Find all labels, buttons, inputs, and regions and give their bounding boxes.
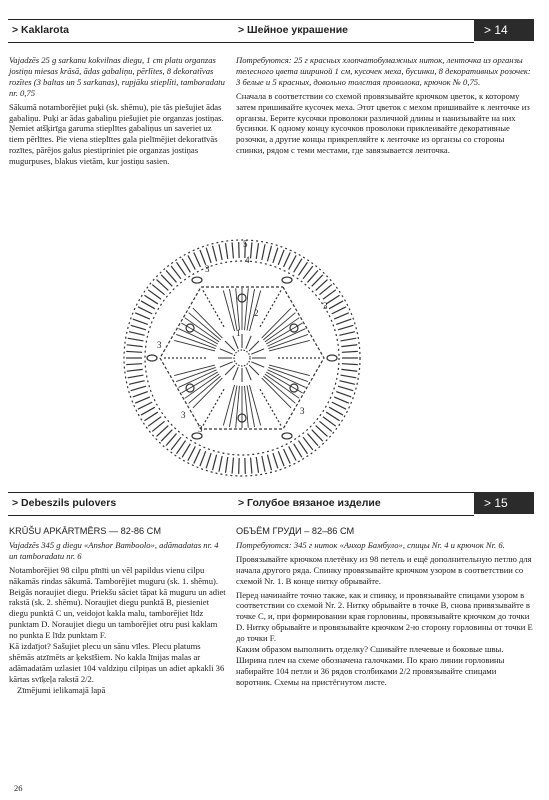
sheinoe-materials: Потребуются: 25 г красных хлопчатобумажных ниток, ленточка из органзы телесного цвета шириной 1 см, кусочек меха, бусинки, 8 декоративных розочек: 3 белые и 5 красных, довольно толстая проволока, крючок № 0,75.: [236, 55, 531, 87]
stitch-outer: [138, 402, 152, 409]
stitch-outer: [312, 275, 323, 286]
stitch-petal: [263, 313, 295, 340]
stitch-outer: [135, 397, 150, 403]
stitch-outer: [177, 441, 186, 454]
stitch-outer: [339, 381, 355, 385]
stitch-outer: [144, 412, 157, 421]
stitch-outer: [332, 402, 346, 409]
kaklarota-materials: Vajadzēs 25 g sarkanu kokvilnas diegu, 1 cm platu organzas jostiņu miesas krāsā, ādas gabaliņu, pērlītes, 8 dekoratīvas rozītes (3 baltas un 5 sarkanas), rupjāku stieplīti, tamboradatu nr. 0,75: [9, 55, 225, 98]
stitch-petal: [267, 370, 305, 388]
stitch-outer: [341, 369, 357, 371]
stitch-outer: [267, 246, 271, 261]
stitch-center: [220, 349, 233, 354]
stitch-petal: [269, 340, 310, 351]
ring-outer: [124, 240, 360, 476]
stitch-petal: [249, 385, 260, 425]
stitch-outer: [289, 446, 296, 460]
stitch-outer: [135, 313, 150, 319]
stitch-petal: [189, 313, 221, 340]
stitch-outer: [200, 451, 206, 466]
stitch-outer: [144, 295, 157, 304]
header-debeszils: > Debeszils pulovers: [8, 492, 234, 516]
round-label: 3: [300, 406, 305, 416]
stitch-petal: [247, 386, 255, 427]
stitch-outer: [148, 290, 161, 299]
stitch-outer: [129, 381, 145, 385]
stitch-outer: [326, 295, 339, 304]
page-number: 26: [14, 783, 23, 793]
stitch-petal: [247, 289, 255, 330]
stitch-outer: [334, 397, 349, 403]
stitch-outer: [303, 266, 313, 279]
section-number-14: > 14: [474, 19, 534, 41]
picot: [282, 277, 292, 283]
stitch-petal: [267, 329, 305, 347]
stitch-outer: [289, 255, 296, 269]
stitch-petal: [266, 323, 302, 344]
round-label: 3: [205, 264, 210, 274]
stitch-outer: [319, 421, 331, 431]
chain-spoke: [260, 389, 282, 427]
stitch-petal: [193, 308, 222, 338]
stitch-outer: [206, 453, 211, 468]
stitch-outer: [188, 255, 195, 269]
petal-loop: [290, 384, 298, 392]
stitch-outer: [262, 244, 265, 260]
stitch-petal: [178, 329, 216, 347]
petal-loop: [290, 324, 298, 332]
stitch-outer: [148, 417, 161, 426]
round-label: 5: [243, 239, 248, 249]
stitch-outer: [332, 307, 346, 314]
stitch-center: [225, 341, 235, 351]
stitch-outer: [182, 259, 190, 273]
chain-spoke: [202, 289, 224, 327]
stitch-petal: [176, 334, 216, 348]
stitch-outer: [334, 313, 349, 319]
stitch-outer: [177, 262, 186, 275]
stitch-outer: [133, 392, 148, 397]
round-label: 3: [181, 410, 186, 420]
stitch-outer: [141, 301, 155, 309]
stitch-outer: [138, 307, 152, 314]
stitch-outer: [319, 285, 331, 295]
stitch-petal: [189, 376, 221, 403]
stitch-center: [233, 367, 238, 380]
round-label: 3: [198, 424, 203, 434]
stitch-outer: [251, 242, 252, 258]
hexagon-round: [160, 287, 324, 429]
stitch-outer: [316, 280, 328, 291]
petal-loop: [186, 384, 194, 392]
stitch-outer: [251, 458, 252, 474]
debeszils-column: [9, 526, 227, 696]
stitch-outer: [303, 437, 313, 450]
stitch-center: [220, 362, 233, 367]
header-sheinoe: > Шейное украшение: [234, 19, 474, 43]
stitch-outer: [161, 430, 172, 441]
stitch-petal: [185, 318, 219, 342]
stitch-outer: [166, 270, 176, 282]
stitch-outer: [232, 242, 233, 258]
stitch-petal: [265, 374, 299, 398]
stitch-petal: [262, 308, 291, 338]
stitch-outer: [294, 444, 302, 458]
stitch-outer: [171, 437, 181, 450]
stitch-outer: [298, 262, 307, 275]
round-label: 4: [245, 255, 250, 265]
stitch-center: [225, 365, 235, 375]
stitch-petal: [269, 365, 310, 376]
ring-chain: [145, 261, 339, 455]
stitch-outer: [329, 301, 343, 309]
stitch-petal: [181, 323, 217, 344]
stitch-center: [251, 349, 264, 354]
petal-loop: [186, 324, 194, 332]
goluboe-column: [236, 526, 534, 688]
stitch-petal: [223, 291, 234, 331]
stitch-outer: [323, 417, 336, 426]
stitch-petal: [245, 386, 249, 428]
stitch-outer: [161, 275, 172, 286]
debeszils-drawings-note: Zīmējumi ielikamajā lapā: [17, 684, 106, 695]
stitch-outer: [312, 430, 323, 441]
stitch-outer: [171, 266, 181, 279]
stitch-outer: [284, 449, 291, 464]
stitch-outer: [127, 345, 143, 347]
round-label: 3: [323, 301, 328, 311]
stitch-outer: [200, 250, 206, 265]
stitch-outer: [256, 243, 258, 259]
stitch-center: [246, 336, 251, 349]
stitch-petal: [268, 334, 308, 348]
picot: [192, 433, 202, 439]
stitch-petal: [185, 374, 219, 398]
stitch-outer: [307, 434, 317, 446]
stitch-outer: [307, 270, 317, 282]
stitch-outer: [341, 338, 357, 341]
stitch-outer: [129, 332, 145, 336]
stitch-outer: [182, 444, 190, 458]
stitch-outer: [157, 426, 169, 437]
header-goluboe: > Голубое вязаное изделие: [234, 492, 474, 516]
stitch-center: [233, 336, 238, 349]
kaklarota-column: [9, 55, 227, 170]
stitch-outer: [256, 457, 258, 473]
stitch-outer: [323, 290, 336, 299]
goluboe-instructions: Провязывайте крючком плетёнку из 98 петель и ещё дополнительную петлю для начала другого ряда. Спинку провязывайте крючком узором в соответствии со схемой Nr. 1. В конце нитку обрывайте.: [236, 553, 532, 586]
petal-loop: [238, 414, 246, 422]
stitch-outer: [267, 455, 271, 470]
stitch-outer: [273, 453, 278, 468]
stitch-outer: [336, 392, 351, 397]
stitch-petal: [193, 378, 222, 408]
stitch-outer: [131, 386, 146, 391]
stitch-outer: [342, 351, 358, 352]
stitch-outer: [278, 250, 284, 265]
debeszils-finishing: Kā izdaījot? Sašujiet plecu un sānu vīles. Plecu platums shēmās atzīmēts ar ķeksīšiem. No kakla līnijas malas ar adāmadatām uzlasiet 104 valdziņu cilpiņas un adiet apkakli 36 kārtas svīķeļa rakstā 2/2.: [9, 641, 225, 684]
stitch-outer: [342, 364, 358, 365]
stitch-outer: [338, 386, 353, 391]
stitch-outer: [213, 455, 217, 470]
stitch-outer: [219, 244, 222, 260]
stitch-outer: [166, 434, 176, 446]
picot: [192, 277, 202, 283]
stitch-outer: [126, 364, 142, 365]
stitch-outer: [341, 345, 357, 347]
round-label: 1: [236, 328, 241, 338]
stitch-center: [251, 362, 264, 367]
stitch-petal: [263, 376, 295, 403]
stitch-outer: [152, 421, 164, 431]
stitch-petal: [249, 291, 260, 331]
stitch-petal: [181, 372, 217, 393]
stitch-petal: [174, 365, 215, 376]
ring-center: [234, 350, 250, 366]
stitch-petal: [236, 288, 240, 330]
stitch-outer: [326, 412, 339, 421]
stitch-outer: [338, 325, 353, 330]
stitch-petal: [245, 288, 249, 330]
stitch-petal: [229, 386, 237, 427]
stitch-outer: [127, 369, 143, 371]
round-label: 3: [157, 340, 162, 350]
stitch-outer: [206, 248, 211, 263]
stitch-outer: [152, 285, 164, 295]
sheinoe-instructions: Сначала в соответствии со схемой провязывайте крючком цветок, к которому затем пришивайте кусочек меха. Этот цветок с мехом пришивайте к ленточке из органзы. Берите кусочки проволоки различной длины и нанизывайте на них бусинки. К одному концу кусочков проволоки приклеивайте декоративные розочки, а другие концы прикрепляйте к ленточке из органзы со стороны спинки, рядом с теми местами, где завязывается ленточка.: [236, 90, 530, 156]
goluboe-front: Перед начинайте точно также, как и спинку, и провязывайте спицами узором в соответствии со схемой Nr. 2. Нитку обрывайте в точке B, снова привязывайте в точке C, и, при формировании края горловины, провязывайте крючком до точки D. Нитку обрывайте и провязывайте крючком 2-ю сторону горловины от точки E до точки F.: [236, 589, 533, 644]
sheinoe-column: [236, 55, 534, 159]
stitch-petal: [268, 367, 308, 381]
stitch-outer: [341, 375, 357, 378]
chain-spoke: [260, 289, 282, 327]
stitch-outer: [141, 407, 155, 415]
goluboe-materials: Потребуются: 345 г ниток «Анхор Бамбуло», спицы Nr. 4 и крючок Nr. 6.: [236, 539, 505, 550]
stitch-petal: [176, 367, 216, 381]
goluboe-size: ОБЪЁМ ГРУДИ – 82–86 СМ: [236, 526, 355, 536]
stitch-outer: [225, 243, 227, 259]
petal-loop: [238, 294, 246, 302]
stitch-petal: [236, 386, 240, 428]
stitch-outer: [336, 319, 351, 324]
stitch-outer: [278, 451, 284, 466]
debeszils-size: KRŪŠU APKĀRTMĒRS — 82-86 CM: [9, 526, 161, 536]
section-number-15: > 15: [474, 492, 534, 514]
stitch-outer: [194, 449, 201, 464]
stitch-outer: [232, 458, 233, 474]
debeszils-instructions: Notamborējiet 98 cilpu pīnīti un vēl papildus vienu cilpu nākamās rindas sākumā. Tamborējiet muguru (sk. 1. shēmu). Beigās noraujiet diegu. Priekšu sāciet tāpat kā muguru un adiet rakstā (sk. 2. shēmu). Noraujiet diegu punktā B, piesieniet diegu punktā C un, veidojot kakla malu, tamborējiet līdz punktam D. Noraujiet diegu un tamborējiet otru pusi kaklam no punkta E līdz punktam F.: [9, 564, 226, 641]
stitch-outer: [128, 338, 144, 341]
stitch-outer: [298, 441, 307, 454]
stitch-petal: [229, 289, 237, 330]
stitch-petal: [178, 370, 216, 388]
stitch-outer: [131, 325, 146, 330]
chain-spoke: [202, 389, 224, 427]
stitch-outer: [133, 319, 148, 324]
stitch-petal: [174, 340, 215, 351]
picot: [327, 355, 337, 361]
stitch-outer: [188, 446, 195, 460]
stitch-petal: [265, 318, 299, 342]
kaklarota-instructions: Sākumā notamborējiet puķi (sk. shēmu), pie tās piešujiet ādas gabaliņu. Puķi ar ādas gabaliņu piešujiet pie organzas jostiņas. Ņemiet atšķirīga garuma stieplītes gabaliņus un saveriet uz tiem pērlītes. Pie viena stieplītes gala pielīmējiet dekoratīvās rozītes, pārējos galus piestipriniet pie organzas jostiņas mugurpuses, blakus vietām, kur jostiņu sasien.: [9, 101, 224, 167]
stitch-outer: [284, 252, 291, 267]
stitch-center: [246, 367, 251, 380]
stitch-outer: [339, 332, 355, 336]
stitch-outer: [316, 426, 328, 437]
stitch-petal: [262, 378, 291, 408]
stitch-outer: [262, 456, 265, 472]
stitch-outer: [219, 456, 222, 472]
stitch-petal: [223, 385, 234, 425]
stitch-outer: [157, 280, 169, 291]
stitch-center: [249, 341, 259, 351]
picot: [147, 355, 157, 361]
picot: [282, 433, 292, 439]
stitch-outer: [329, 407, 343, 415]
stitch-center: [249, 365, 259, 375]
stitch-outer: [213, 246, 217, 261]
stitch-outer: [225, 457, 227, 473]
debeszils-materials: Vajadzēs 345 g diegu «Anshor Bamboolo», adāmadatas nr. 4 un tamboradatu nr. 6: [9, 539, 219, 561]
goluboe-finishing: Каким образом выполнить отделку? Сшивайте плечевые и боковые швы. Ширина плеч на схеме обозначена галочками. По краю линии горловины набирайте 104 петли и 36 рядов столбиками 2/2 провязывайте спицами воротник. Схемы на пристёгнутом листе.: [236, 644, 505, 687]
stitch-outer: [294, 259, 302, 273]
stitch-outer: [273, 248, 278, 263]
round-label: 2: [254, 308, 259, 318]
stitch-outer: [126, 351, 142, 352]
stitch-petal: [266, 372, 302, 393]
header-kaklarota: > Kaklarota: [8, 19, 234, 43]
stitch-outer: [128, 375, 144, 378]
stitch-outer: [194, 252, 201, 267]
